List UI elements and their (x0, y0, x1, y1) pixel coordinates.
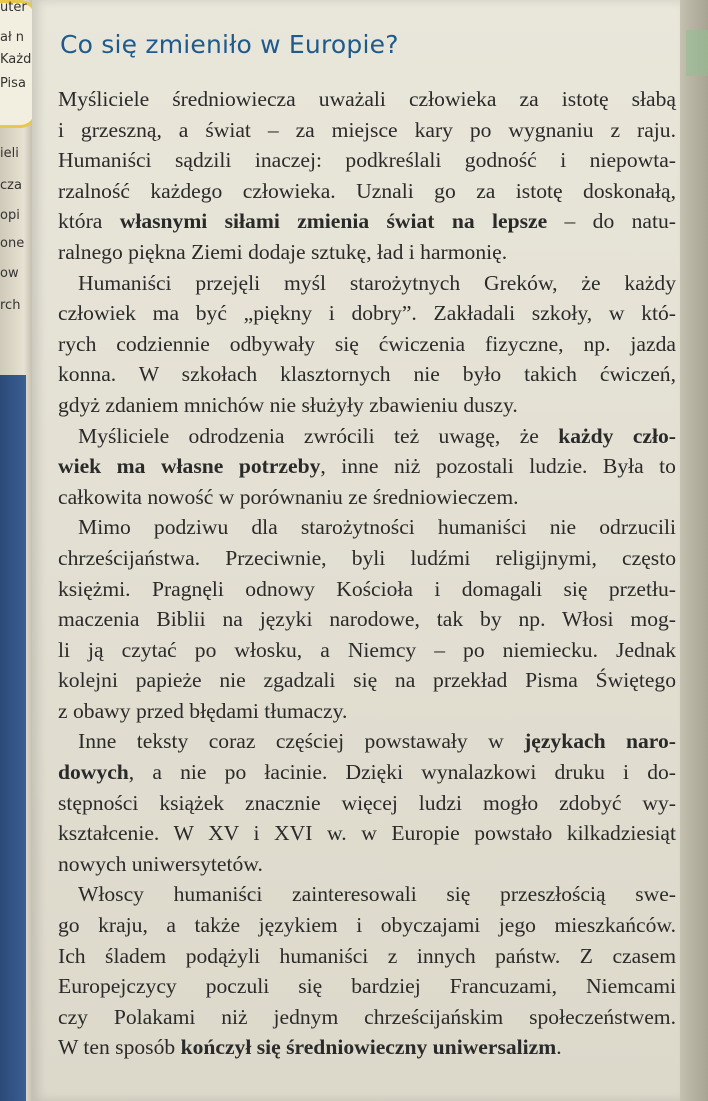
text-run: Humaniści sądzili inaczej: podkreślali godność i niepowta- (58, 148, 676, 173)
text-run: Włoscy humaniści zainteresowali się przeszłością swe- (78, 882, 676, 907)
text-line (58, 971, 676, 1002)
paragraph (58, 879, 676, 1063)
text-line (58, 788, 676, 819)
adjacent-page-fragment: rch (0, 298, 21, 313)
text-run: która (58, 209, 120, 234)
text-line (58, 451, 676, 482)
text-run: , a nie po łacinie. Dzięki wynalazkowi druku i do- (128, 760, 676, 785)
text-run: rych codziennie odbywały się ćwiczenia fizyczne, np. jazda (58, 331, 676, 356)
text-run: maczenia Biblii na języki narodowe, tak by np. Włosi mog- (58, 607, 676, 632)
text-line (58, 849, 676, 880)
text-run: Myśliciele średniowiecza uważali człowieka za istotę słabą (58, 87, 676, 111)
text-line (58, 757, 676, 788)
text-run: li ją czytać po włosku, a Niemcy – po niemiecku. Jednak (58, 637, 676, 662)
text-run: kolejni papieże nie zgadzali się na przekład Pisma Świętego (58, 668, 676, 693)
adjacent-page-fragment: cza (0, 178, 22, 193)
text-run: stępności książek znacznie więcej ludzi mogło zdobyć wy- (58, 790, 676, 815)
text-run: . (556, 1035, 562, 1060)
text-run: rzalność każdego człowieka. Uznali go za istotę doskonałą, (58, 178, 676, 203)
paragraph (58, 726, 676, 879)
text-run: gdyż zdaniem mnichów nie służyły zbawieniu duszy. (58, 392, 518, 417)
text-line (58, 176, 676, 207)
text-line (58, 635, 676, 666)
text-run: ralnego piękna Ziemi dodaje sztukę, ład i harmonię. (58, 239, 508, 264)
text-line (58, 421, 676, 452)
text-run: Europejczycy poczuli się bardziej Francuzami, Niemcami (58, 974, 676, 999)
text-run: Humaniści przejęli myśl starożytnych Greków, że każdy (78, 270, 676, 295)
text-run: , inne niż pozostali ludzie. Była to (320, 454, 676, 479)
text-run: – do natu- (547, 209, 676, 234)
text-run: czy Polakami niż jednym chrześcijańskim społeczeństwem. (58, 1004, 676, 1029)
section-body (58, 84, 676, 1063)
text-run: Myśliciele odrodzenia zwrócili też uwagę, że (78, 423, 559, 448)
paragraph (58, 421, 676, 513)
text-run: kształcenie. W XV i XVI w. w Europie powstało kilkadziesiąt (58, 821, 676, 846)
paragraph (58, 512, 676, 726)
text-line (58, 726, 676, 757)
adjacent-page-fragment: ał n (0, 30, 25, 45)
text-line (58, 206, 676, 237)
text-run: konna. W szkołach klasztornych nie było takich ćwiczeń, (58, 362, 676, 387)
text-line (58, 390, 676, 421)
text-line (58, 329, 676, 360)
bold-phrase: własnymi siłami zmienia świat na lepsze (119, 209, 548, 234)
text-line (58, 1032, 676, 1063)
bold-phrase: każdy czło- (558, 423, 676, 448)
text-run: Mimo podziwu dla starożytności humaniści nie odrzucili (78, 515, 676, 540)
text-line (58, 665, 676, 696)
text-line (58, 543, 676, 574)
paragraph (58, 84, 676, 268)
text-line (58, 84, 676, 115)
text-line (58, 268, 676, 299)
text-line (58, 115, 676, 146)
text-run: z obawy przed błędami tłumaczy. (58, 698, 348, 723)
text-line (58, 574, 676, 605)
text-line (58, 910, 676, 941)
text-line (58, 879, 676, 910)
text-line (58, 1002, 676, 1033)
text-line (58, 512, 676, 543)
adjacent-page-blue-band (0, 375, 26, 1101)
text-run: W ten sposób (58, 1035, 181, 1060)
paragraph (58, 268, 676, 421)
text-run: nowych uniwersytetów. (58, 851, 263, 876)
text-run: Inne teksty coraz częściej powstawały w (78, 729, 525, 754)
text-line (58, 818, 676, 849)
right-page-edge (678, 0, 708, 1101)
bold-phrase: dowych (58, 760, 129, 785)
text-line (58, 696, 676, 727)
text-line (58, 298, 676, 329)
bold-phrase: wiek ma własne potrzeby (58, 454, 321, 479)
text-line (58, 359, 676, 390)
adjacent-page-fragment: ieli (0, 146, 19, 161)
adjacent-page-strip (0, 0, 34, 1101)
text-run: i grzeszną, a świat – za miejsce kary po wygnaniu z raju. (58, 117, 676, 142)
text-line (58, 604, 676, 635)
adjacent-page-fragment: one (0, 236, 25, 251)
text-line (58, 145, 676, 176)
bold-phrase: językach naro- (524, 729, 676, 754)
text-run: go kraju, a także językiem i obyczajami jego mieszkańców. (58, 913, 676, 938)
page-edge-tab (686, 30, 708, 76)
text-run: chrześcijaństwa. Przeciwnie, byli ludźmi religijnymi, często (58, 545, 676, 570)
text-run: księżmi. Pragnęli odnowy Kościoła i domagali się przetłu- (58, 576, 676, 601)
text-line (58, 941, 676, 972)
adjacent-page-fragment: opi (0, 208, 20, 223)
text-run: człowiek ma być „piękny i dobry”. Zakładali szkoły, w któ- (58, 301, 676, 326)
text-line (58, 482, 676, 513)
bold-phrase: kończył się średniowieczny uniwersalizm (180, 1035, 557, 1060)
adjacent-page-fragment: ow (0, 266, 19, 281)
text-line (58, 237, 676, 268)
textbook-page (32, 0, 680, 1101)
adjacent-page-fragment: Pisa (0, 76, 26, 91)
text-run: całkowita nowość w porównaniu ze średniowieczem. (58, 484, 519, 509)
adjacent-page-fragment: uter (0, 0, 27, 15)
text-run: Ich śladem podążyli humaniści z innych państw. Z czasem (58, 943, 676, 968)
adjacent-page-fragment: Każd (0, 52, 32, 67)
section-title: Co się zmieniło w Europie? (60, 30, 399, 59)
